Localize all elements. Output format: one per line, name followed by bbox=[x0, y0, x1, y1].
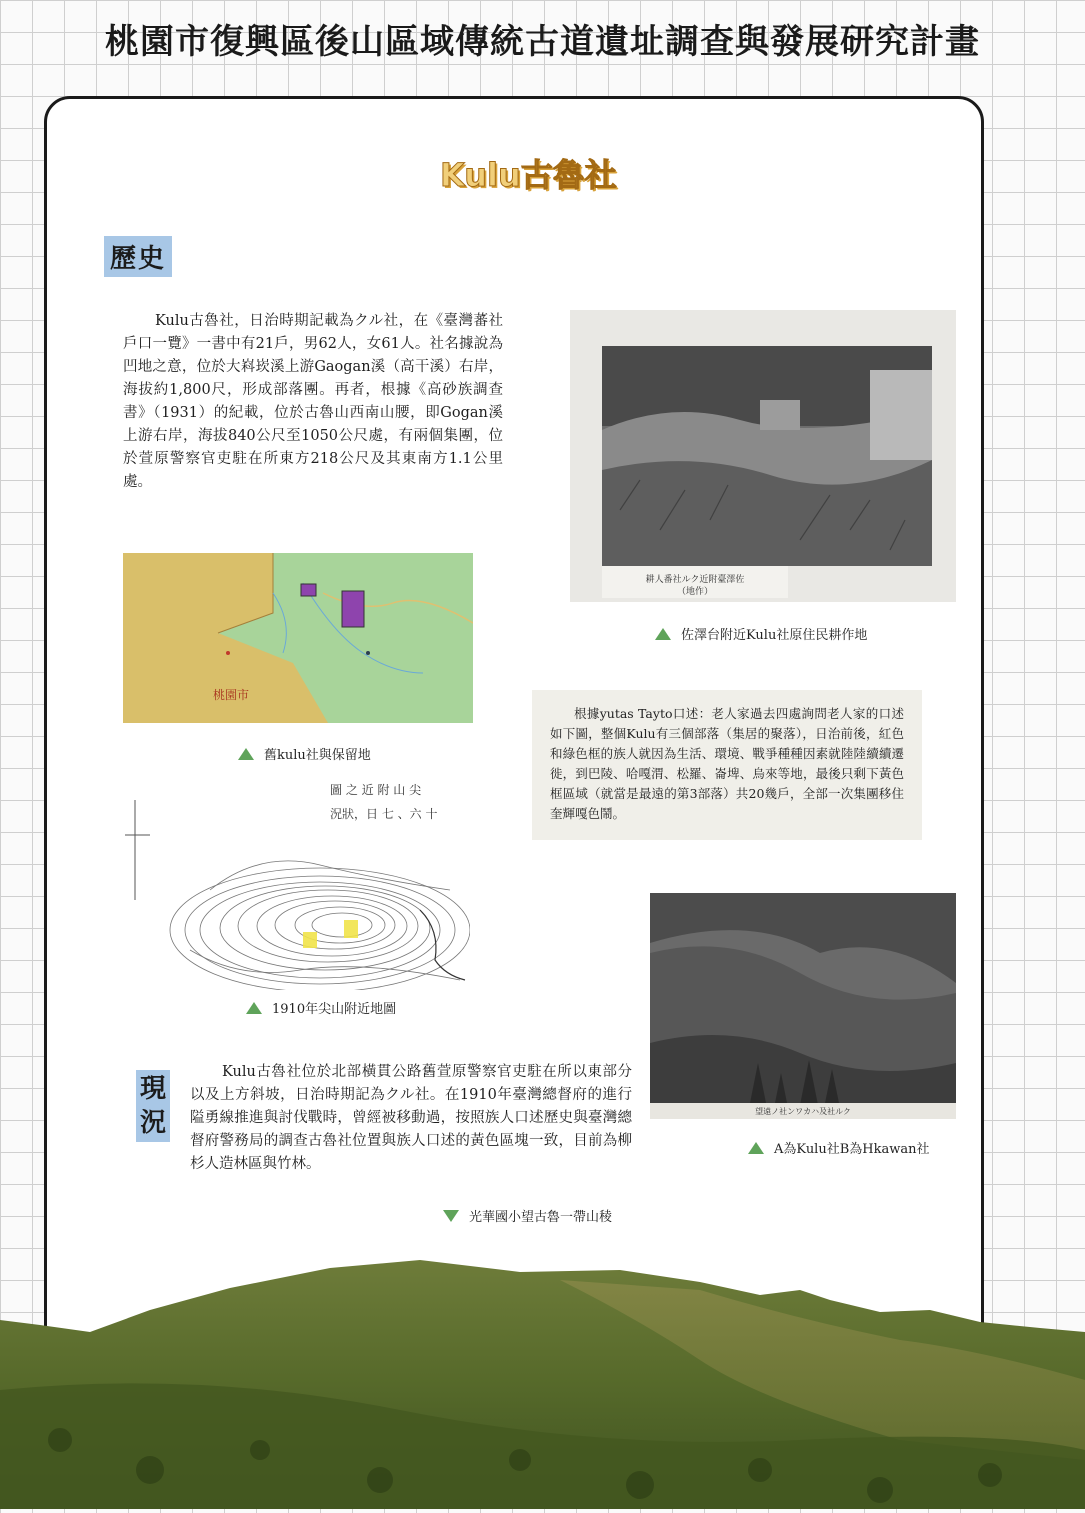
kulu-hkawan-photo-caption bbox=[748, 1138, 930, 1157]
oral-history-text: 根據yutas Tayto口述：老人家過去四處詢問老人家的口述如下圖，整個Kulu有三個部落（集居的聚落），日治前後，紅色和綠色框的族人就因為生活、環境、戰爭種種因素就陸陸續續遷徙，到巴陵、哈嘎渭、松羅、崙埤、烏來等地，最後只剩下黃色框區域（就當是最遠的第3部落）共20幾戶，全部一次集團移住奎輝嘎色鬧。 bbox=[550, 706, 904, 821]
kulu-hkawan-photo bbox=[650, 893, 956, 1119]
triangle-up-icon bbox=[238, 748, 254, 760]
old-map-title-1: 圖 之 近 附 山 尖 bbox=[330, 783, 422, 797]
mountain-photo-caption-text: 光華國小望古魯一帶山稜 bbox=[469, 1210, 613, 1225]
history-heading: 歷史 bbox=[104, 236, 172, 277]
reserve-land-map bbox=[123, 553, 473, 723]
cultivation-photo bbox=[570, 310, 956, 602]
kulu-hkawan-photo-inner-caption: 望遠ノ社ンワカハ及社ルク bbox=[755, 1107, 851, 1116]
topographic-map-caption-text: 1910年尖山附近地圖 bbox=[272, 1002, 397, 1017]
section-title: Kulu古魯社 bbox=[440, 156, 617, 194]
page-title: 桃園市復興區後山區域傳統古道遺址調查與發展研究計畫 bbox=[105, 22, 980, 62]
cultivation-photo-inner-caption-2: （地作） bbox=[676, 587, 714, 597]
current-status-heading: 現況 bbox=[136, 1070, 170, 1142]
cultivation-photo-caption bbox=[655, 624, 867, 643]
triangle-down-icon bbox=[443, 1210, 459, 1222]
map-city-label: 桃園市 bbox=[213, 688, 250, 702]
mountain-landscape-photo bbox=[0, 1240, 1085, 1509]
mountain-photo-caption bbox=[443, 1206, 612, 1225]
triangle-up-icon bbox=[246, 1002, 262, 1014]
oral-history-box bbox=[532, 690, 922, 840]
old-map-title-2: 況狀，日 七 、六 十 bbox=[330, 807, 438, 821]
topographic-map-caption bbox=[246, 998, 396, 1017]
reserve-map-caption-text: 舊kulu社與保留地 bbox=[264, 748, 371, 763]
current-status-paragraph: Kulu古魯社位於北部橫貫公路舊萱原警察官吏駐在所以東部分以及上方斜坡，日治時期記為クル社。在1910年臺灣總督府的進行隘勇線推進與討伐戰時，曾經被移動過，按照族人口述歷史與臺灣總督府警務局的調查古魯社位置與族人口述的黃色區塊一致，目前為柳杉人造林區與竹林。 bbox=[190, 1064, 632, 1172]
reserve-map-caption bbox=[238, 744, 371, 763]
cultivation-photo-inner-caption: 耕人番社ルク近附臺澤佐 bbox=[645, 575, 745, 585]
cultivation-photo-caption-text: 佐澤台附近Kulu社原住民耕作地 bbox=[681, 628, 868, 643]
triangle-up-icon bbox=[748, 1142, 764, 1154]
topographic-map-1910 bbox=[120, 780, 470, 990]
kulu-hkawan-photo-caption-text: A為Kulu社B為Hkawan社 bbox=[774, 1142, 930, 1157]
triangle-up-icon bbox=[655, 628, 671, 640]
history-paragraph: Kulu古魯社，日治時期記載為クル社，在《臺灣蕃社戶口一覽》一書中有21戶，男62人，女61人。社名據說為凹地之意，位於大嵙崁溪上游Gaogan溪（高干溪）右岸，海拔約1,800尺，形成部落團。再者，根據《高砂族調查書》（1931）的紀載，位於古魯山西南山腰，即Gogan溪上游右岸，海拔840公尺至1050公尺處，有兩個集團，位於萱原警察官吏駐在所東方218公尺及其東南方1.1公里處。 bbox=[123, 313, 503, 490]
